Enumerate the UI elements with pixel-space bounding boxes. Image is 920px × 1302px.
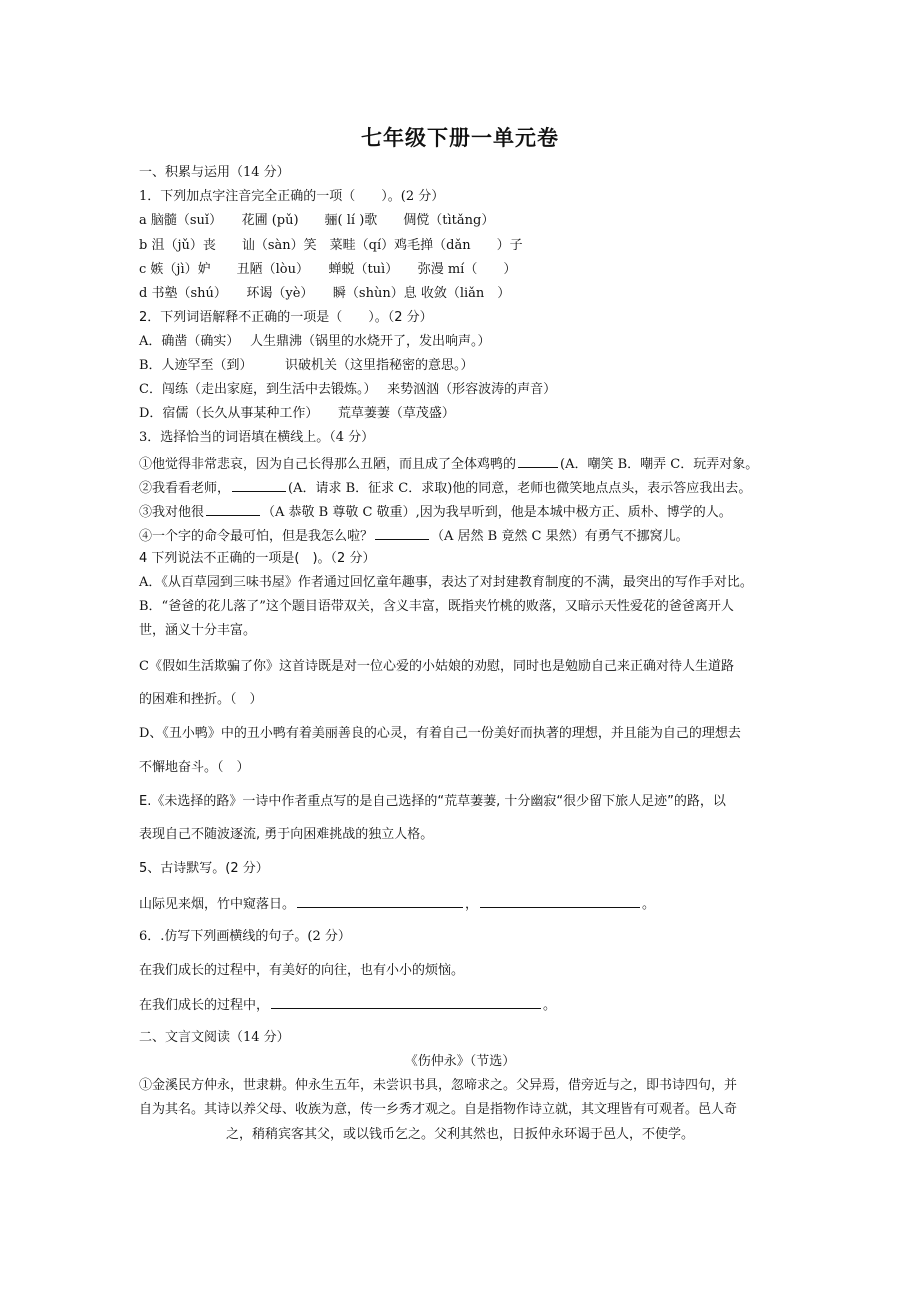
prompt-end: 。 bbox=[543, 998, 557, 1013]
option-line: 世，涵义十分丰富。 bbox=[139, 623, 257, 638]
option-line: B．“爸爸的花儿落了”这个题目语带双关，含义丰富，既指夹竹桃的败落，又暗示天性爱花的爸爸离开人 bbox=[139, 599, 734, 614]
page-title: 七年级下册一单元卷 bbox=[361, 125, 559, 150]
passage-line: ①金溪民方仲永，世隶耕。仲永生五年，未尝识书具，忽啼求之。父异焉，借旁近与之，即书诗四句，并 bbox=[139, 1078, 738, 1093]
fill-text: ③我对他很 bbox=[139, 505, 205, 520]
fill-item bbox=[139, 477, 789, 499]
question-stem: 2．下列词语解释不正确的一项是（ ）。（2 分） bbox=[139, 310, 433, 325]
poem-text: 山际见来烟，竹中窥落日。 bbox=[139, 897, 296, 912]
option-line: D、《丑小鸭》中的丑小鸭有着美丽善良的心灵，有着自己一份美好而执著的理想，并且能为自己的理想去 bbox=[139, 726, 741, 741]
answer-blank[interactable] bbox=[232, 477, 286, 492]
imitation-fill bbox=[139, 994, 789, 1016]
question-stem: 6．.仿写下列画横线的句子。(2 分） bbox=[139, 929, 351, 944]
fill-text: (A．请求 B．征求 C．求取)他的同意，老师也微笑地点点头，表示答应我出去。 bbox=[288, 481, 752, 496]
option-line: D．宿儒（长久从事某种工作） 荒草萋萋（草茂盛） bbox=[139, 406, 455, 421]
fill-item bbox=[139, 501, 789, 523]
question-stem: 3．选择恰当的词语填在横线上。（4 分） bbox=[139, 430, 375, 445]
fill-text: ①他觉得非常悲哀，因为自己长得那么丑陋，而且成了全体鸡鸭的 bbox=[139, 457, 517, 472]
option-line: a 脑髓（suǐ） 花圃 (pǔ) 骊( lí )歌 倜傥（tìtǎng） bbox=[139, 213, 495, 228]
example-sentence: 在我们成长的过程中，有美好的向往，也有小小的烦恼。 bbox=[139, 963, 465, 978]
answer-blank[interactable] bbox=[375, 525, 429, 540]
option-line: C《假如生活欺骗了你》这首诗既是对一位心爱的小姑娘的劝慰，同时也是勉励自己来正确对待人生道路 bbox=[139, 659, 734, 674]
answer-blank[interactable] bbox=[518, 453, 558, 468]
option-line: B．人迹罕至（到） 识破机关（这里指秘密的意思。） bbox=[139, 358, 474, 373]
question-stem: 1．下列加点字注音完全正确的一项（ ）。(2 分） bbox=[139, 189, 445, 204]
passage-line: 之，稍稍宾客其父，或以钱币乞之。父利其然也，日扳仲永环谒于邑人，不使学。 bbox=[225, 1127, 694, 1142]
fill-text: ②我看看老师， bbox=[139, 481, 231, 496]
option-line: c 嫉（jì）妒 丑陋（lòu） 蝉蜕（tuì） 弥漫 mí（ ） bbox=[139, 262, 517, 277]
poem-fill bbox=[139, 893, 789, 915]
option-line: 的困难和挫折。（ ） bbox=[139, 692, 263, 707]
fill-text: ④一个字的命令最可怕，但是我怎么啦？ bbox=[139, 529, 374, 544]
poem-separator: ， bbox=[465, 897, 479, 912]
fill-item bbox=[139, 525, 789, 547]
answer-blank[interactable] bbox=[297, 893, 463, 908]
fill-text: （A 居然 B 竟然 C 果然）有勇气不挪窝儿。 bbox=[431, 529, 689, 544]
option-line: d 书塾（shú） 环谒（yè） 瞬（shùn）息 收敛（liǎn ） bbox=[139, 286, 511, 301]
poem-end: 。 bbox=[642, 897, 656, 912]
fill-item bbox=[139, 453, 789, 475]
question-stem: 5、古诗默写。(2 分） bbox=[139, 861, 269, 876]
option-line: 不懈地奋斗。（ ） bbox=[139, 760, 250, 775]
answer-blank[interactable] bbox=[271, 994, 541, 1009]
section-heading: 一、积累与运用（14 分） bbox=[139, 165, 290, 180]
option-line: 表现自己不随波逐流, 勇于向困难挑战的独立人格。 bbox=[139, 827, 434, 842]
option-line: C．闯练（走出家庭，到生活中去锻炼。） 来势汹汹（形容波涛的声音） bbox=[139, 382, 557, 397]
answer-blank[interactable] bbox=[480, 893, 640, 908]
passage-line: 自为其名。其诗以养父母、收族为意，传一乡秀才观之。自是指物作诗立就，其文理皆有可观者。邑人奇 bbox=[139, 1102, 738, 1117]
option-line: b 沮（jǔ）丧 讪（sàn）笑 菜畦（qí）鸡毛掸（dǎn ）子 bbox=[139, 238, 523, 253]
answer-blank[interactable] bbox=[206, 501, 260, 516]
fill-text: (A．嘲笑 B．嘲弄 C．玩弄对象。 bbox=[560, 457, 759, 472]
prompt-text: 在我们成长的过程中， bbox=[139, 998, 270, 1013]
question-stem: 4 下列说法不正确的一项是( )。（2 分） bbox=[139, 551, 376, 566]
fill-text: （A 恭敬 B 尊敬 C 敬重）,因为我早听到，他是本城中极方正、质朴、博学的人。 bbox=[262, 505, 732, 520]
option-line: A．《从百草园到三味书屋》作者通过回忆童年趣事，表达了对封建教育制度的不满，最突出的写作手对比。 bbox=[139, 575, 753, 590]
option-line: E.《未选择的路》一诗中作者重点写的是自己选择的“荒草萋萋, 十分幽寂“很少留下旅人足迹”的路，以 bbox=[139, 794, 726, 809]
option-line: A．确凿（确实） 人生鼎沸（锅里的水烧开了，发出响声。） bbox=[139, 334, 491, 349]
passage-title: 《伤仲永》（节选） bbox=[404, 1054, 516, 1069]
section-heading: 二、文言文阅读（14 分） bbox=[139, 1030, 290, 1045]
